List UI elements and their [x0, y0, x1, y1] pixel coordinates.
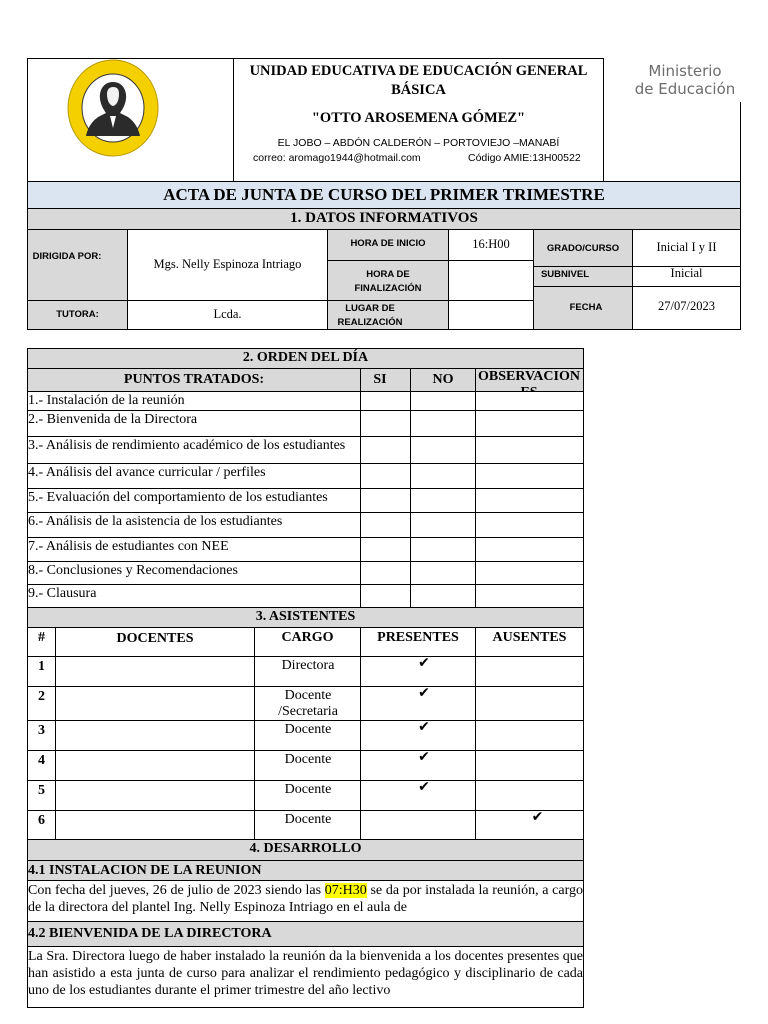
section1-heading: 1. DATOS INFORMATIVOS — [290, 210, 478, 226]
ministry-line2: de Educación — [634, 80, 736, 98]
dirigida-value: Mgs. Nelly Espinoza Intriago — [153, 257, 302, 271]
tutora-value: Lcda. — [213, 307, 242, 321]
col-puntos-label: PUNTOS TRATADOS: — [123, 372, 265, 387]
asistente-number: 2 — [38, 689, 45, 704]
dirigida-label-cell — [27, 229, 128, 301]
col-obs-label: OBSERVACION — [478, 369, 580, 384]
school-address: EL JOBO – ABDÓN CALDERÓN – PORTOVIEJO –MANABÍ — [277, 137, 560, 149]
grado-value: Inicial I y II — [656, 240, 717, 254]
grado-label: GRADO/CURSO — [546, 243, 620, 254]
asistente-cargo: Docente — [284, 782, 332, 797]
sub2-paragraph: La Sra. Directora luego de haber instalado la reunión da la bienvenida a los docentes presentes que han asistido a esta junta de curso para analizar el rendimiento pedagógico y disciplinario de cada uno de los estudiantes durante el primer trimestre del año lectivo — [28, 949, 583, 998]
school-email: correo: aromago1944@hotmail.com — [253, 152, 421, 164]
presente-check-icon: ✔ — [418, 749, 430, 765]
asistente-ausente-cell — [475, 780, 584, 811]
orden-no-cell — [410, 584, 476, 609]
asistente-number: 1 — [38, 659, 45, 674]
asistente-ausente-cell — [475, 750, 584, 781]
orden-no-cell — [410, 436, 476, 465]
presente-check-icon: ✔ — [418, 655, 430, 671]
asistente-docente-cell — [55, 780, 255, 811]
school-name-line2: BÁSICA — [391, 82, 446, 98]
school-name-quoted: "OTTO AROSEMENA GÓMEZ" — [311, 110, 526, 126]
col-docentes-label: DOCENTES — [116, 631, 194, 646]
orden-no-cell — [410, 537, 476, 563]
hora-inicio-value: 16:H00 — [472, 237, 510, 251]
asistente-ausente-cell — [475, 720, 584, 751]
tutora-label: TUTORA: — [56, 309, 99, 320]
orden-si-cell — [360, 463, 411, 490]
asistente-number: 6 — [38, 813, 45, 828]
orden-obs-cell — [475, 537, 584, 563]
col-obs-clip — [476, 369, 582, 391]
subnivel-label: SUBNIVEL — [540, 269, 590, 280]
col-ausentes-label: AUSENTES — [492, 630, 567, 645]
sub2-heading: 4.2 BIENVENIDA DE LA DIRECTORA — [28, 926, 272, 941]
sub1-paragraph — [28, 882, 583, 918]
orden-no-cell — [410, 410, 476, 438]
logo-ring-text — [70, 60, 71, 61]
orden-obs-cell — [475, 512, 584, 539]
school-name-line1: UNIDAD EDUCATIVA DE EDUCACIÓN GENERAL — [249, 63, 588, 79]
sub1-text-before: Con fecha del jueves, 26 de julio de 2023 siendo las — [28, 883, 325, 898]
col-presentes-label: PRESENTES — [377, 630, 459, 645]
hora-inicio-label: HORA DE INICIO — [350, 238, 426, 249]
hora-fin-value-cell — [448, 260, 534, 301]
col-num-label: # — [38, 630, 45, 645]
asistente-docente-cell — [55, 810, 255, 841]
section4-heading: 4. DESARROLLO — [249, 841, 362, 856]
asistente-cargo: Docente — [284, 812, 332, 827]
lugar-value-cell — [448, 300, 534, 330]
orden-si-cell — [360, 561, 411, 586]
orden-obs-cell — [475, 584, 584, 609]
ministry-line1: Ministerio — [648, 62, 722, 80]
orden-item-text: 3.- Análisis de rendimiento académico de los estudiantes — [28, 438, 346, 453]
sub1-heading: 4.1 INSTALACION DE LA REUNION — [28, 863, 262, 878]
asistente-cargo: Directora — [281, 658, 335, 673]
presente-check-icon: ✔ — [418, 779, 430, 795]
orden-item-text: 6.- Análisis de la asistencia de los estudiantes — [28, 514, 283, 529]
orden-no-cell — [410, 488, 476, 514]
document-title: ACTA DE JUNTA DE CURSO DEL PRIMER TRIMESTRE — [163, 185, 605, 204]
orden-no-cell — [410, 512, 476, 539]
orden-item-text: 9.- Clausura — [28, 586, 97, 601]
orden-obs-cell — [475, 561, 584, 586]
sub1-text-after: se da por instalada la reunión, a cargo de la directora del plantel Ing. Nelly Espinoza Intriago en el aula de — [28, 883, 583, 915]
orden-item-text: 2.- Bienvenida de la Directora — [28, 412, 198, 427]
lugar-label: LUGAR DE REALIZACIÓN — [337, 303, 403, 328]
hora-fin-label: HORA DE FINALIZACIÓN — [354, 269, 422, 294]
asistente-ausente-cell — [475, 686, 584, 721]
orden-item-text: 8.- Conclusiones y Recomendaciones — [28, 563, 238, 578]
orden-item-text: 5.- Evaluación del comportamiento de los estudiantes — [28, 490, 328, 505]
orden-si-cell — [360, 584, 411, 609]
school-amie-code: Código AMIE:13H00522 — [468, 152, 581, 164]
presente-check-icon: ✔ — [418, 685, 430, 701]
col-cargo-label: CARGO — [281, 630, 334, 645]
school-seal-logo — [66, 58, 160, 158]
asistente-docente-cell — [55, 750, 255, 781]
orden-si-cell — [360, 488, 411, 514]
dirigida-label: DIRIGIDA POR: — [32, 251, 102, 262]
subnivel-value: Inicial — [670, 266, 703, 280]
ausente-check-icon: ✔ — [531, 809, 544, 825]
orden-no-cell — [410, 391, 476, 412]
orden-item-text: 7.- Análisis de estudiantes con NEE — [28, 539, 229, 554]
orden-no-cell — [410, 561, 476, 586]
asistente-ausente-cell — [475, 656, 584, 687]
sub1-highlighted-time: 07:H30 — [324, 883, 367, 898]
orden-si-cell — [360, 537, 411, 563]
asistente-presente-cell — [360, 810, 476, 841]
fecha-value: 27/07/2023 — [658, 299, 715, 313]
presente-check-icon: ✔ — [418, 719, 430, 735]
asistente-number: 3 — [38, 723, 45, 738]
asistente-cargo: Docente /Secretaria — [278, 688, 338, 719]
orden-obs-cell — [475, 488, 584, 514]
asistente-number: 5 — [38, 783, 45, 798]
asistente-docente-cell — [55, 686, 255, 721]
fecha-label: FECHA — [569, 302, 603, 313]
orden-obs-cell — [475, 436, 584, 465]
orden-obs-cell — [475, 463, 584, 490]
col-si-label: SI — [373, 372, 387, 387]
asistente-cargo: Docente — [284, 722, 332, 737]
orden-si-cell — [360, 512, 411, 539]
orden-obs-cell — [475, 391, 584, 412]
asistente-number: 4 — [38, 753, 45, 768]
orden-item-text: 1.- Instalación de la reunión — [28, 393, 185, 408]
ministry-logo — [610, 62, 760, 98]
orden-no-cell — [410, 463, 476, 490]
orden-si-cell — [360, 410, 411, 438]
asistente-docente-cell — [55, 656, 255, 687]
section2-heading: 2. ORDEN DEL DÍA — [242, 350, 369, 365]
right-border-line — [740, 102, 741, 182]
section3-heading: 3. ASISTENTES — [255, 609, 356, 624]
asistente-cargo: Docente — [284, 752, 332, 767]
orden-obs-cell — [475, 410, 584, 438]
orden-si-cell — [360, 391, 411, 412]
asistente-docente-cell — [55, 720, 255, 751]
col-no-label: NO — [432, 372, 454, 387]
orden-si-cell — [360, 436, 411, 465]
orden-item-text: 4.- Análisis del avance curricular / perfiles — [28, 465, 266, 480]
